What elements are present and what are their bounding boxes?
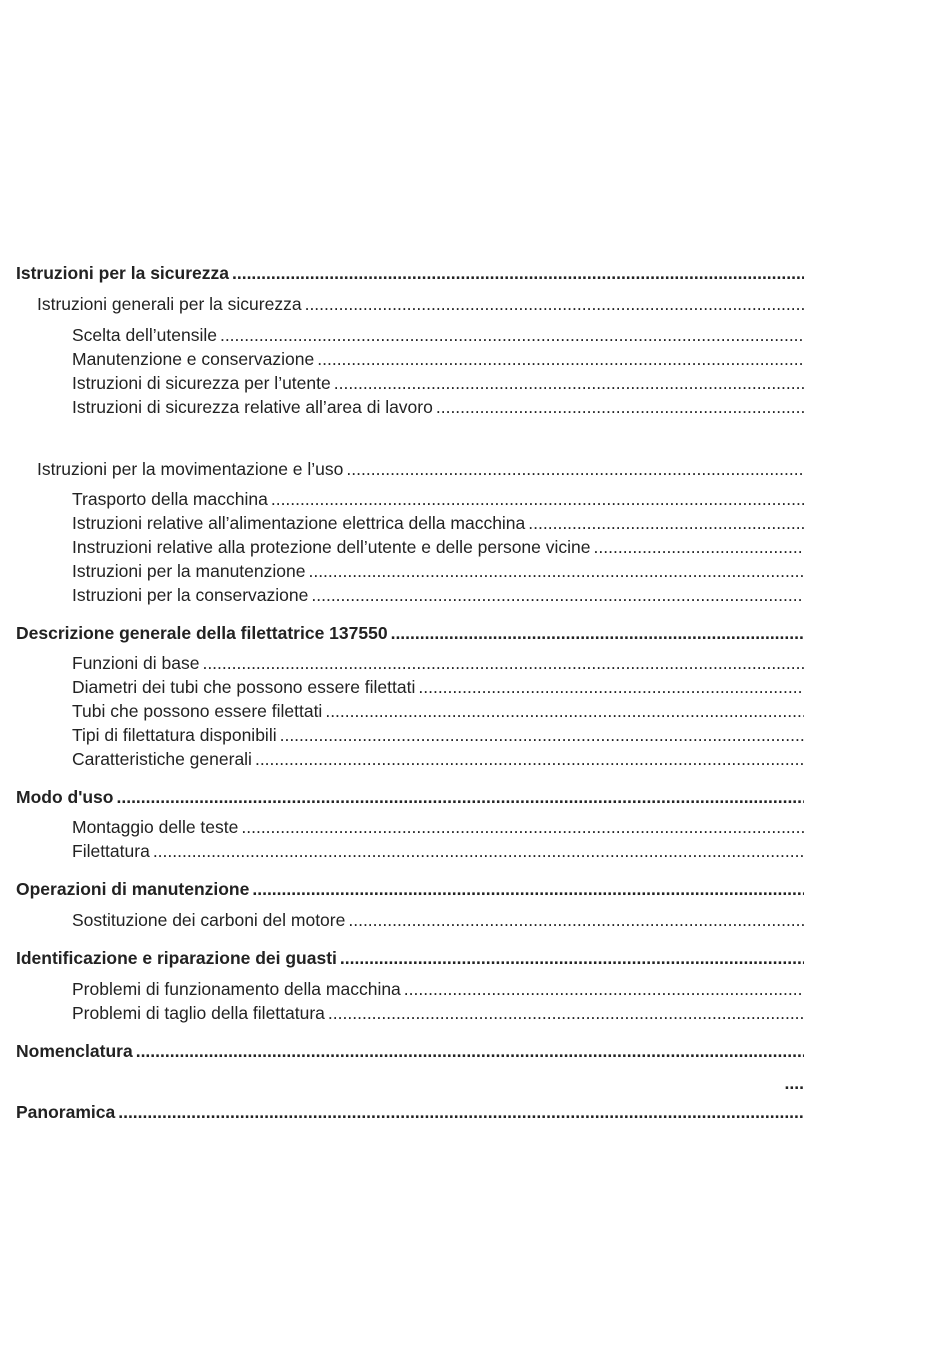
toc-entry-title: Scelta dell’utensile xyxy=(72,325,217,345)
dot-leader xyxy=(308,563,804,581)
toc-item xyxy=(72,679,804,697)
toc-entry-title: Montaggio delle teste xyxy=(72,817,239,837)
dot-leader xyxy=(404,981,804,999)
toc-item xyxy=(72,351,804,369)
dot-leader xyxy=(232,265,804,283)
toc-entry-title: Istruzioni per la conservazione xyxy=(72,585,309,605)
toc-item xyxy=(72,587,804,605)
toc-entry-title: Tubi che possono essere filettati xyxy=(72,701,323,721)
toc-entry-title: Operazioni di manutenzione xyxy=(16,879,250,899)
dot-leader xyxy=(311,587,804,605)
dot-leader xyxy=(252,881,804,899)
toc-entry-title: Trasporto della macchina xyxy=(72,489,268,509)
toc-item xyxy=(72,327,804,345)
dot-leader xyxy=(116,789,804,807)
dot-leader xyxy=(241,819,804,837)
dot-leader xyxy=(436,399,804,417)
toc-item xyxy=(72,751,804,769)
toc-entry-title: Nomenclatura xyxy=(16,1041,133,1061)
orphan-dot-leader: .... xyxy=(784,1073,804,1093)
toc-item xyxy=(72,539,804,557)
toc-entry-title: Istruzioni di sicurezza per l’utente xyxy=(72,373,331,393)
toc-item xyxy=(72,1005,804,1023)
dot-leader xyxy=(220,327,804,345)
dot-leader xyxy=(340,950,804,968)
toc-item xyxy=(72,515,804,533)
toc-section-heading xyxy=(16,950,804,968)
dot-leader xyxy=(346,461,804,479)
toc-item xyxy=(72,703,804,721)
toc-entry-title: Funzioni di base xyxy=(72,653,200,673)
dot-leader xyxy=(271,491,804,509)
toc-entry-title: Filettatura xyxy=(72,841,150,861)
toc-entry-title: Istruzioni per la movimentazione e l’uso xyxy=(37,459,344,479)
toc-section-heading xyxy=(16,881,804,899)
toc-entry-title: Istruzioni per la manutenzione xyxy=(72,561,306,581)
dot-leader xyxy=(202,655,804,673)
toc-item xyxy=(72,727,804,745)
dot-leader xyxy=(325,703,804,721)
toc-subsection-heading xyxy=(37,461,804,479)
toc-item xyxy=(72,491,804,509)
dot-leader xyxy=(334,375,804,393)
toc-section-heading xyxy=(16,1104,804,1122)
toc-entry-title: Istruzioni relative all’alimentazione elettrica della macchina xyxy=(72,513,526,533)
toc-item xyxy=(72,563,804,581)
toc-entry-title: Modo d'uso xyxy=(16,787,114,807)
toc-entry-title: Problemi di funzionamento della macchina xyxy=(72,979,401,999)
toc-entry-title: Descrizione generale della filettatrice 137550 xyxy=(16,623,388,643)
dot-leader xyxy=(280,727,804,745)
toc-entry-title: Instruzioni relative alla protezione dell’utente e delle persone vicine xyxy=(72,537,591,557)
toc-item xyxy=(72,981,804,999)
dot-leader xyxy=(118,1104,804,1122)
toc-section-heading xyxy=(16,789,804,807)
toc-item xyxy=(72,375,804,393)
dot-leader xyxy=(594,539,804,557)
toc-item xyxy=(72,399,804,417)
toc-item xyxy=(72,819,804,837)
toc-entry-title: Istruzioni generali per la sicurezza xyxy=(37,294,302,314)
toc-section-heading xyxy=(16,1043,804,1061)
dot-leader xyxy=(348,912,804,930)
toc-section-heading xyxy=(16,625,804,643)
toc-entry-title: Panoramica xyxy=(16,1102,116,1122)
toc-item xyxy=(72,843,804,861)
dot-leader xyxy=(317,351,804,369)
toc-entry-title: Sostituzione dei carboni del motore xyxy=(72,910,346,930)
dot-leader xyxy=(136,1043,804,1061)
toc-entry-title: Caratteristiche generali xyxy=(72,749,252,769)
toc-section-heading xyxy=(16,265,804,283)
dot-leader xyxy=(255,751,804,769)
toc-entry-title: Manutenzione e conservazione xyxy=(72,349,315,369)
dot-leader xyxy=(418,679,804,697)
dot-leader xyxy=(528,515,804,533)
toc-entry-title: Istruzioni per la sicurezza xyxy=(16,263,229,283)
toc-item xyxy=(72,912,804,930)
toc-entry-title: Diametri dei tubi che possono essere filettati xyxy=(72,677,416,697)
dot-leader xyxy=(305,296,804,314)
dot-leader xyxy=(391,625,804,643)
dot-leader xyxy=(153,843,804,861)
toc-entry-title: Identificazione e riparazione dei guasti xyxy=(16,948,337,968)
toc-subsection-heading xyxy=(37,296,804,314)
toc-entry-title: Tipi di filettatura disponibili xyxy=(72,725,277,745)
dot-leader xyxy=(328,1005,804,1023)
toc-item xyxy=(72,655,804,673)
toc-entry-title: Problemi di taglio della filettatura xyxy=(72,1003,325,1023)
toc-entry-title: Istruzioni di sicurezza relative all’area di lavoro xyxy=(72,397,433,417)
